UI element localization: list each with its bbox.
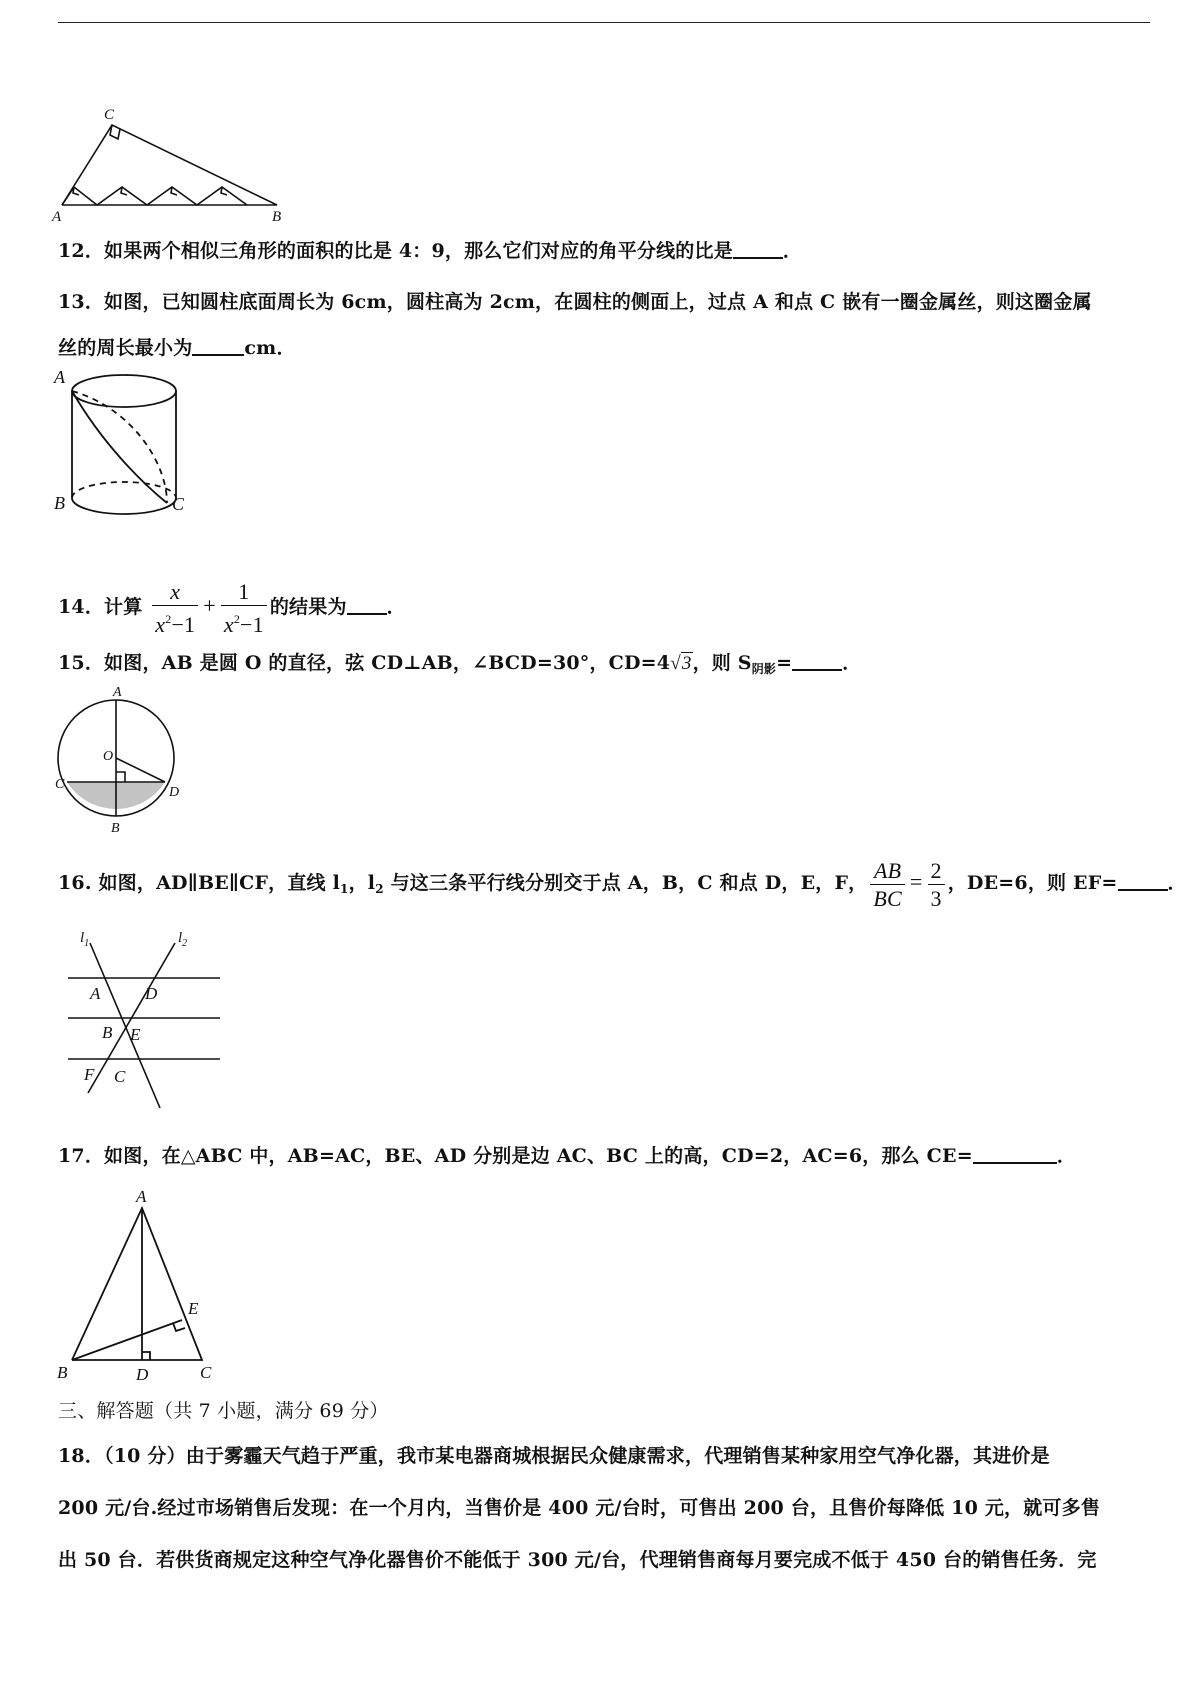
label-B: B <box>111 821 120 836</box>
label-l1: $l_1$ <box>80 930 90 949</box>
question-14: 14．计算 $\frac{x}{x^2-1}$ + $\frac{1}{x^2-1}$ 的结果为 ． <box>58 579 406 637</box>
label-B: B <box>57 1363 68 1382</box>
label-D: D <box>169 785 180 800</box>
label-O: O <box>103 749 114 764</box>
label-A: A <box>52 209 62 225</box>
label-D: D <box>136 1365 149 1384</box>
section-heading: 三、解答题（共 7 小题，满分 69 分） <box>58 1400 389 1422</box>
label-B: B <box>102 1023 113 1042</box>
figure-q15-circle <box>55 685 195 840</box>
fraction-x-over-x2-minus-1: $\frac{x}{x^2-1}$ <box>152 578 198 638</box>
header-rule <box>58 22 1150 23</box>
label-C: C <box>104 107 115 123</box>
label-C: C <box>55 777 65 792</box>
label-E: E <box>130 1025 141 1044</box>
question-13-line-1: 13．如图，已知圆柱底面周长为 6cm，圆柱高为 2cm，在圆柱的侧面上，过点 A 和点 C 嵌有一圈金属丝，则这圈金属 <box>58 291 1092 313</box>
figure-q11-triangle <box>52 105 282 240</box>
answer-blank[interactable] <box>192 336 244 356</box>
question-17: 17．如图，在△ABC 中，AB=AC，BE、AD 分别是边 AC、BC 上的高，CD=2，AC=6，那么 CE= ． <box>58 1145 1077 1167</box>
label-A: A <box>54 367 65 387</box>
question-13-line-2: 丝的周长最小为 cm． <box>58 337 296 359</box>
label-l2: $l_2$ <box>178 930 188 949</box>
label-C: C <box>172 494 185 514</box>
figure-q13-cylinder <box>52 363 212 563</box>
label-F: F <box>84 1065 95 1084</box>
label-B: B <box>272 209 282 225</box>
label-A: A <box>90 984 101 1003</box>
fraction-AB-over-BC: $\frac{AB}{BC}$ <box>870 857 905 912</box>
fraction-1-over-x2-minus-1: $\frac{1}{x^2-1}$ <box>221 578 267 638</box>
question-18-line-2: 200 元/台.经过市场销售后发现：在一个月内，当售价是 400 元/台时，可售出 200 台，且售价每降低 10 元，就可多售 <box>58 1497 1101 1519</box>
answer-blank[interactable] <box>792 651 842 671</box>
label-A: A <box>136 1187 147 1206</box>
label-A: A <box>113 685 122 700</box>
label-E: E <box>188 1299 199 1318</box>
answer-blank[interactable] <box>733 239 783 259</box>
label-B: B <box>54 493 65 513</box>
question-12: 12．如果两个相似三角形的面积的比是 4：9，那么它们对应的角平分线的比是 ． <box>58 240 803 262</box>
figure-q17-triangle <box>52 1188 222 1388</box>
label-C: C <box>200 1363 212 1382</box>
label-C: C <box>114 1067 126 1086</box>
question-15: 15．如图，AB 是圆 O 的直径，弦 CD⊥AB，∠BCD=30°，CD=4√3，则 $S_{阴影}=$ ． <box>58 652 862 676</box>
question-18-line-1: 18．（10 分）由于雾霾天气趋于严重，我市某电器商城根据民众健康需求，代理销售某种家用空气净化器，其进价是 <box>58 1445 1050 1467</box>
label-D: D <box>145 984 158 1003</box>
question-18-line-3: 出 50 台．若供货商规定这种空气净化器售价不能低于 300 元/台，代理销售商每月要完成不低于 450 台的销售任务．完 <box>58 1549 1097 1571</box>
answer-blank[interactable] <box>347 595 387 615</box>
answer-blank[interactable] <box>1118 871 1168 891</box>
figure-q16-parallel-lines <box>60 928 230 1108</box>
answer-blank[interactable] <box>973 1144 1057 1164</box>
question-16: 16. 如图，AD∥BE∥CF，直线 $l_1$，$l_2$ 与这三条平行线分别交于点 A，B，C 和点 D，E，F， $\frac{AB}{BC}$ = $\frac{2}{3}$ ，DE=6，则 EF= ． <box>58 857 1187 911</box>
fraction-2-over-3: $\frac{2}{3}$ <box>928 857 945 912</box>
